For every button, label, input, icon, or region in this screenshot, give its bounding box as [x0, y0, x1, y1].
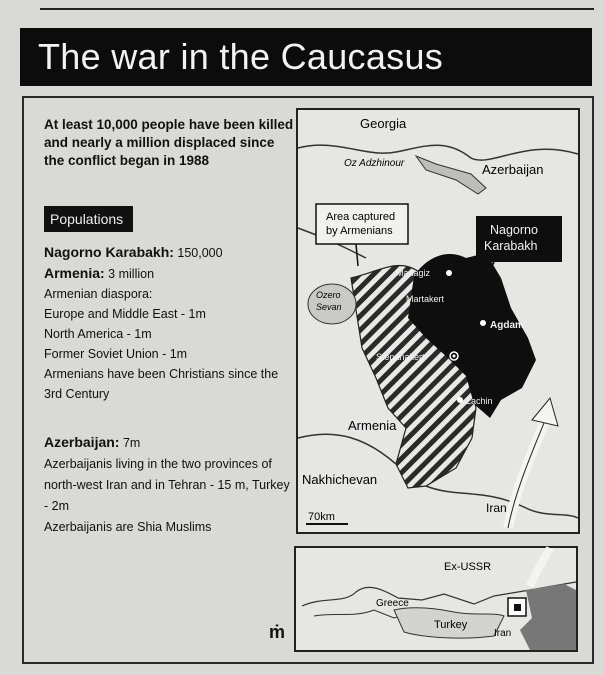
georgia-label: Georgia — [360, 116, 407, 131]
stepanakert-dot-center — [453, 355, 456, 358]
inset-map — [294, 546, 578, 652]
nk-population-label: Nagorno Karabakh: — [44, 244, 174, 260]
azerbaijan-population-label: Azerbaijan: — [44, 434, 120, 450]
inset-turkey-label: Turkey — [434, 619, 468, 631]
lachin-dot — [457, 397, 463, 403]
armenia-population-value: 3 million — [108, 267, 155, 281]
agdam-label: Agdam — [490, 320, 524, 331]
area-captured-line1: Area captured — [326, 211, 396, 223]
azerbaijan-block — [44, 432, 294, 538]
iran-map-label: Iran — [486, 501, 507, 515]
inset-greece-label: Greece — [376, 598, 409, 609]
inset-ex-ussr-label: Ex-USSR — [444, 561, 492, 573]
azerbaijan-population-row — [44, 432, 294, 454]
armenia-population-label: Armenia: — [44, 265, 105, 281]
inset-iran-label: Iran — [494, 628, 512, 639]
oz-adzhinour-label: Oz Adzhinour — [344, 158, 405, 169]
publisher-logo-icon: ṁ — [268, 622, 285, 642]
intro-text: At least 10,000 people have been killed and nearly a million displaced since the conflict began in 1988 — [44, 117, 294, 168]
main-map — [296, 108, 580, 534]
page-title: The war in the Caucasus — [20, 28, 592, 86]
area-captured-callout — [316, 204, 408, 244]
nakhichevan-label: Nakhichevan — [302, 472, 378, 487]
diaspora-former-soviet-union: Former Soviet Union - 1m — [44, 347, 188, 361]
diaspora-europe: Europe and Middle East - 1m — [44, 307, 206, 321]
nk-label-line2: Karabakh — [484, 239, 538, 253]
nk-label-line1: Nagorno — [490, 223, 538, 237]
azerbaijanis-in-iran-turkey: Azerbaijanis living in the two provinces of north-west Iran and in Tehran - 15 m, Turkey - 2m — [44, 457, 290, 513]
lachin-label: Lachin — [466, 396, 493, 406]
diaspora-north-america: North America - 1m — [44, 327, 152, 341]
ozero-label-line2: Sevan — [316, 302, 342, 312]
azerbaijan-label: Azerbaijan — [482, 162, 544, 177]
armenia-map-label: Armenia — [348, 418, 397, 433]
agdam-dot — [480, 320, 486, 326]
nk-population-row — [44, 242, 294, 263]
top-rule — [40, 8, 594, 10]
text-column — [44, 110, 294, 538]
inset-locator-fill — [514, 604, 521, 611]
martakert-label: Martakert — [406, 294, 445, 304]
azerbaijan-population-value: 7m — [122, 436, 141, 450]
populations-header: Populations — [44, 206, 133, 232]
armenia-population-row — [44, 263, 294, 284]
diaspora-label: Armenian diaspora: — [44, 287, 153, 301]
area-captured-line2: by Armenians — [326, 225, 393, 237]
armenia-religion: Armenians have been Christians since the 3rd Century — [44, 367, 279, 401]
azerbaijan-religion: Azerbaijanis are Shia Muslims — [44, 520, 212, 534]
stepanakert-label: Stepanakert — [376, 352, 425, 362]
ozero-label-line1: Ozero — [316, 290, 341, 300]
madagiz-label: Madagiz — [396, 268, 431, 278]
nk-population-value: 150,000 — [177, 246, 223, 260]
scale-label: 70km — [308, 511, 335, 523]
madagiz-dot — [446, 270, 452, 276]
populations-list — [44, 242, 294, 404]
